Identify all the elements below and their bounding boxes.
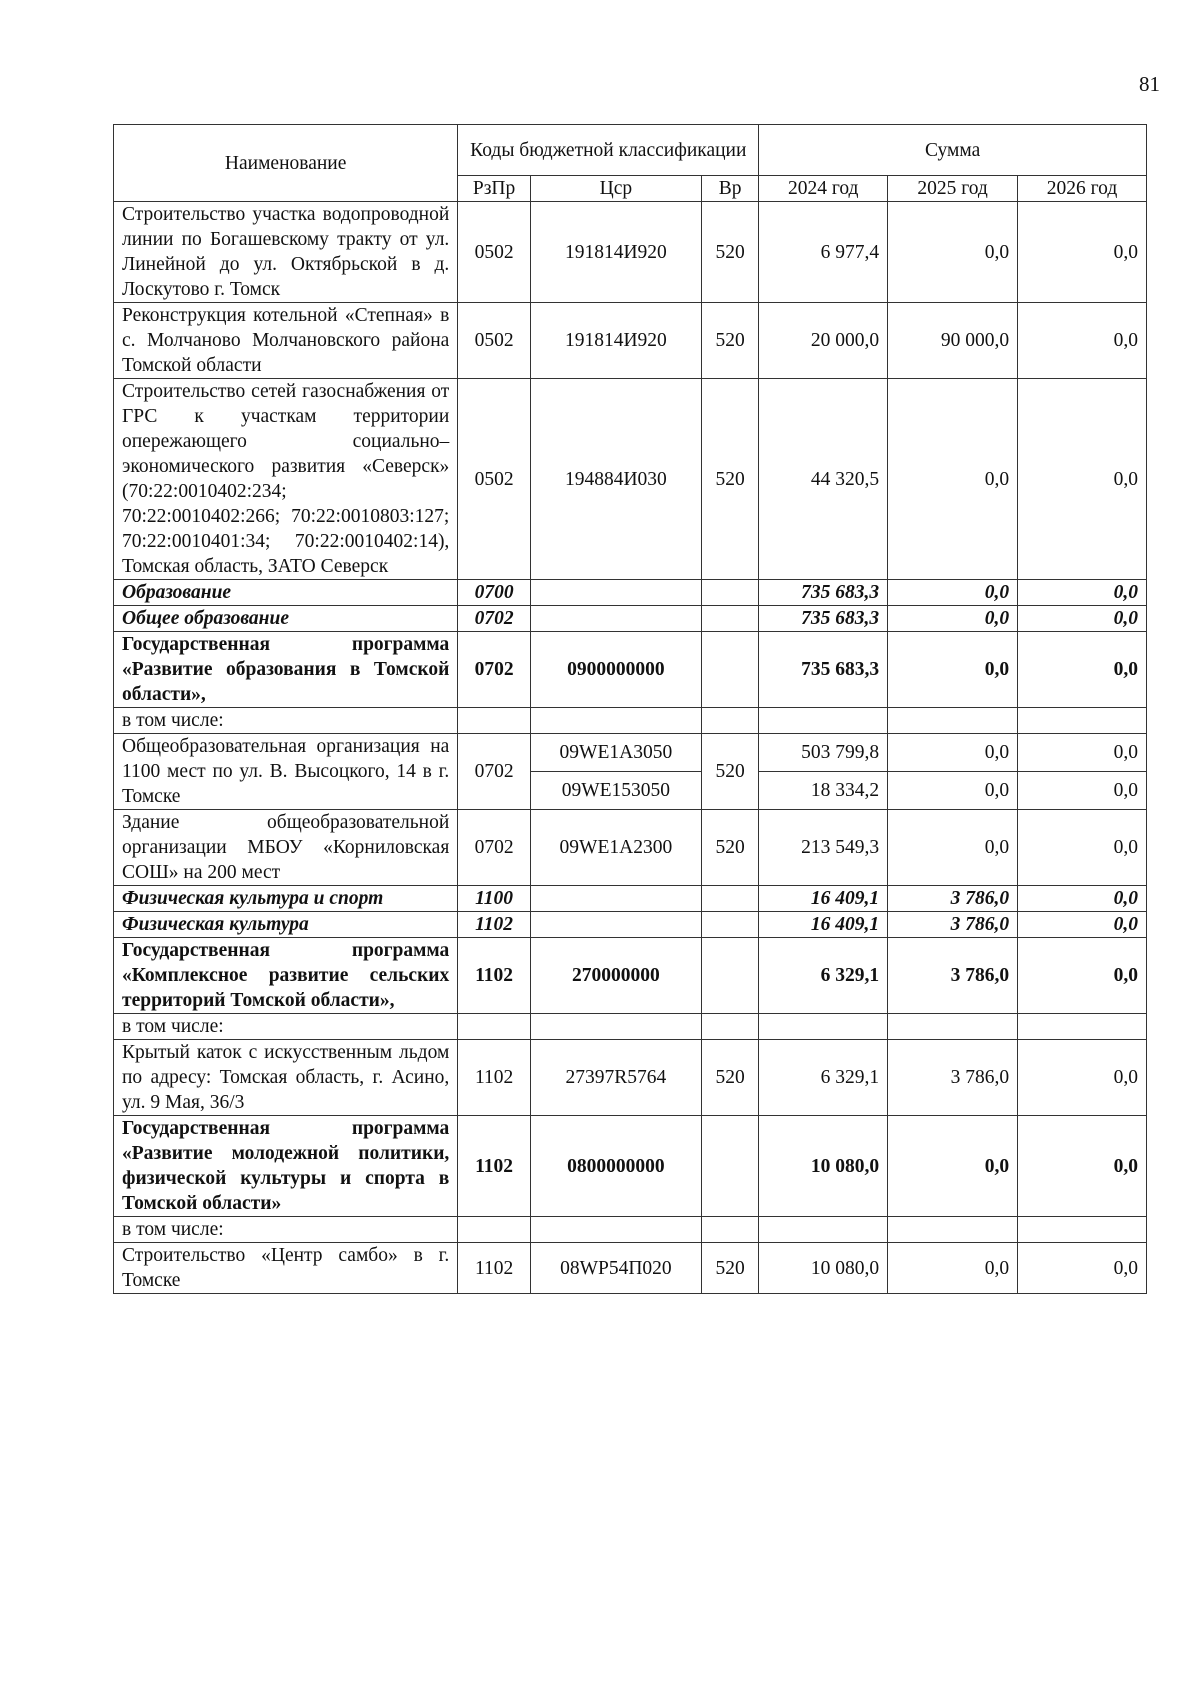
table-row (114, 202, 1147, 303)
row-rzpr: 0700 (458, 580, 531, 606)
row-csr: 09WE1A2300 (530, 810, 701, 886)
row-2024: 16 409,1 (759, 912, 888, 938)
row-2025: 0,0 (888, 632, 1018, 708)
row-rzpr: 0702 (458, 606, 531, 632)
row-2025: 0,0 (888, 772, 1018, 810)
row-2024: 6 977,4 (759, 202, 888, 303)
row-2024: 20 000,0 (759, 303, 888, 379)
budget-table (113, 124, 1147, 1294)
row-rzpr: 1100 (458, 886, 531, 912)
row-name: в том числе: (114, 1014, 458, 1040)
row-name: Общее образование (114, 606, 458, 632)
table-row (114, 303, 1147, 379)
row-csr (530, 580, 701, 606)
row-vr: 520 (701, 810, 758, 886)
row-2024: 18 334,2 (759, 772, 888, 810)
row-name: Физическая культура (114, 912, 458, 938)
row-2025: 3 786,0 (888, 912, 1018, 938)
row-name: Государственная программа «Комплексное развитие сельских территорий Томской области», (114, 938, 458, 1014)
row-rzpr: 0702 (458, 734, 531, 810)
row-name: Крытый каток с искусственным льдом по адресу: Томская область, г. Асино, ул. 9 Мая, 36/3 (114, 1040, 458, 1116)
row-name: Физическая культура и спорт (114, 886, 458, 912)
program-row (114, 938, 1147, 1014)
row-2026: 0,0 (1018, 379, 1147, 580)
row-2026: 0,0 (1018, 734, 1147, 772)
row-2025: 0,0 (888, 1116, 1018, 1217)
row-name: в том числе: (114, 708, 458, 734)
row-csr (530, 606, 701, 632)
row-2024: 10 080,0 (759, 1116, 888, 1217)
section-row (114, 580, 1147, 606)
table-row (114, 1243, 1147, 1294)
section-row (114, 886, 1147, 912)
row-vr: 520 (701, 303, 758, 379)
row-rzpr: 1102 (458, 938, 531, 1014)
header-rzpr: РзПр (458, 176, 531, 202)
row-2024: 735 683,3 (759, 632, 888, 708)
row-name: Строительство сетей газоснабжения от ГРС к участкам территории опережающего социально–экономического развития «Северск» (70:22:0010402:234; 70:22:0010402:266; 70:22:0010803:127; 70:22:0010401:34; 70:22:0010402:14), Томская область, ЗАТО Северск (114, 379, 458, 580)
row-2024: 213 549,3 (759, 810, 888, 886)
row-vr (701, 606, 758, 632)
section-row (114, 606, 1147, 632)
row-rzpr: 0502 (458, 379, 531, 580)
row-csr: 09WE153050 (530, 772, 701, 810)
row-2026: 0,0 (1018, 1243, 1147, 1294)
row-2024: 44 320,5 (759, 379, 888, 580)
header-codes: Коды бюджетной классификации (458, 125, 759, 176)
row-name: Реконструкция котельной «Степная» в с. Молчаново Молчановского района Томской области (114, 303, 458, 379)
row-2024: 16 409,1 (759, 886, 888, 912)
row-rzpr: 1102 (458, 1243, 531, 1294)
row-rzpr: 1102 (458, 912, 531, 938)
row-vr: 520 (701, 1040, 758, 1116)
row-2024: 10 080,0 (759, 1243, 888, 1294)
row-2025: 0,0 (888, 580, 1018, 606)
header-2024: 2024 год (759, 176, 888, 202)
row-2024: 735 683,3 (759, 606, 888, 632)
table-header (114, 125, 1147, 202)
table-row (114, 734, 1147, 772)
row-2026: 0,0 (1018, 912, 1147, 938)
row-2026: 0,0 (1018, 606, 1147, 632)
table-row (114, 1040, 1147, 1116)
row-csr: 270000000 (530, 938, 701, 1014)
row-name: Государственная программа «Развитие молодежной политики, физической культуры и спорта в Томской области» (114, 1116, 458, 1217)
header-sum: Сумма (759, 125, 1147, 176)
row-csr: 191814И920 (530, 202, 701, 303)
row-rzpr: 1102 (458, 1040, 531, 1116)
program-row (114, 632, 1147, 708)
row-2025: 0,0 (888, 810, 1018, 886)
row-2025: 0,0 (888, 606, 1018, 632)
row-rzpr: 0702 (458, 632, 531, 708)
row-vr (701, 580, 758, 606)
row-csr: 08WP54П020 (530, 1243, 701, 1294)
row-vr: 520 (701, 202, 758, 303)
row-2026: 0,0 (1018, 303, 1147, 379)
row-2025: 0,0 (888, 379, 1018, 580)
program-row (114, 1116, 1147, 1217)
row-2026: 0,0 (1018, 202, 1147, 303)
section-row (114, 912, 1147, 938)
row-vr (701, 912, 758, 938)
page-number: 81 (1139, 72, 1160, 96)
including-row (114, 708, 1147, 734)
row-csr: 0900000000 (530, 632, 701, 708)
table-row (114, 810, 1147, 886)
row-rzpr: 0702 (458, 810, 531, 886)
including-row (114, 1014, 1147, 1040)
row-2026: 0,0 (1018, 772, 1147, 810)
row-name: Общеобразовательная организация на 1100 мест по ул. В. Высоцкого, 14 в г. Томске (114, 734, 458, 810)
row-2026: 0,0 (1018, 632, 1147, 708)
row-name: Строительство «Центр самбо» в г. Томске (114, 1243, 458, 1294)
row-csr (530, 886, 701, 912)
row-vr: 520 (701, 379, 758, 580)
row-2026: 0,0 (1018, 810, 1147, 886)
row-vr (701, 938, 758, 1014)
header-csr: Цср (530, 176, 701, 202)
row-name: Здание общеобразовательной организации МБОУ «Корниловская СОШ» на 200 мест (114, 810, 458, 886)
row-2026: 0,0 (1018, 938, 1147, 1014)
row-csr (530, 912, 701, 938)
row-vr: 520 (701, 734, 758, 810)
row-name: Государственная программа «Развитие образования в Томской области», (114, 632, 458, 708)
row-csr: 0800000000 (530, 1116, 701, 1217)
row-name: Строительство участка водопроводной линии по Богашевскому тракту от ул. Линейной до ул. Октябрьской в д. Лоскутово г. Томск (114, 202, 458, 303)
row-2026: 0,0 (1018, 1116, 1147, 1217)
row-name: в том числе: (114, 1217, 458, 1243)
row-vr (701, 632, 758, 708)
header-vr: Вр (701, 176, 758, 202)
row-name: Образование (114, 580, 458, 606)
row-2024: 6 329,1 (759, 938, 888, 1014)
row-2025: 3 786,0 (888, 938, 1018, 1014)
row-rzpr: 0502 (458, 202, 531, 303)
row-rzpr: 0502 (458, 303, 531, 379)
row-2026: 0,0 (1018, 886, 1147, 912)
row-vr (701, 886, 758, 912)
row-2025: 3 786,0 (888, 1040, 1018, 1116)
including-row (114, 1217, 1147, 1243)
row-vr: 520 (701, 1243, 758, 1294)
row-2026: 0,0 (1018, 1040, 1147, 1116)
row-vr (701, 1116, 758, 1217)
row-2024: 6 329,1 (759, 1040, 888, 1116)
row-2026: 0,0 (1018, 580, 1147, 606)
table-row (114, 379, 1147, 580)
row-csr: 27397R5764 (530, 1040, 701, 1116)
row-2025: 0,0 (888, 734, 1018, 772)
row-2025: 90 000,0 (888, 303, 1018, 379)
row-rzpr: 1102 (458, 1116, 531, 1217)
row-csr: 191814И920 (530, 303, 701, 379)
row-2025: 0,0 (888, 1243, 1018, 1294)
row-2024: 735 683,3 (759, 580, 888, 606)
row-csr: 09WE1A3050 (530, 734, 701, 772)
header-2026: 2026 год (1018, 176, 1147, 202)
row-2025: 0,0 (888, 202, 1018, 303)
header-name: Наименование (114, 125, 458, 202)
row-2025: 3 786,0 (888, 886, 1018, 912)
header-2025: 2025 год (888, 176, 1018, 202)
row-csr: 194884И030 (530, 379, 701, 580)
row-2024: 503 799,8 (759, 734, 888, 772)
